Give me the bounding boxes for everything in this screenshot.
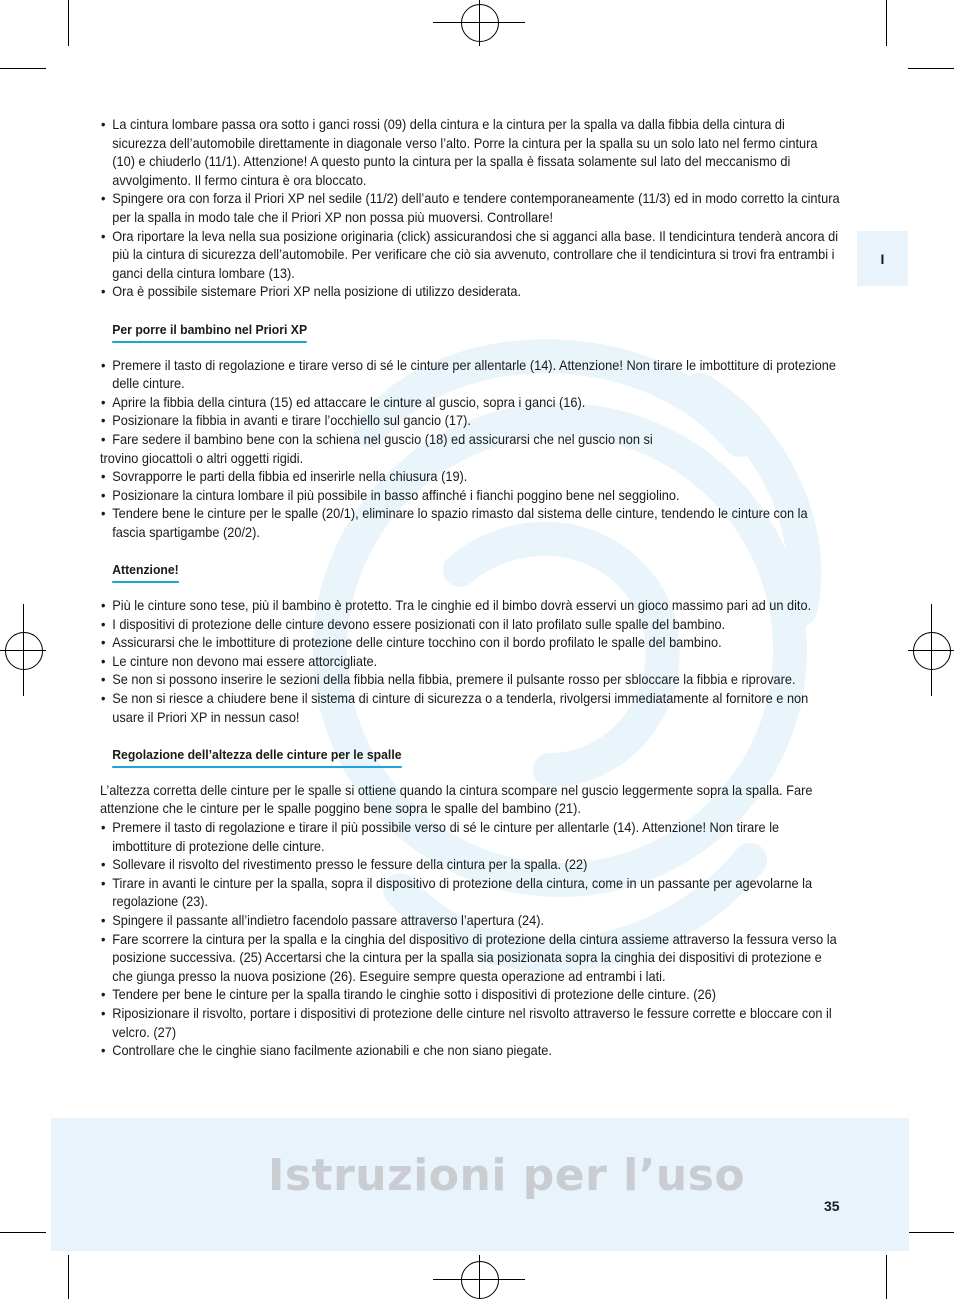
crop-mark	[0, 1232, 46, 1233]
list-item: • Ora riportare la leva nella sua posizione originaria (click) assicurandosi che si agganci alla base. Il tendicintura tenderà ancora di più la cintura di sicurezza dell’automobile. Per verificare che ciò sia avvenuto, controllare che il tendicintura si trovi fra entrambi i ganci della cintura lombare (13).	[100, 228, 842, 284]
crop-mark	[68, 1255, 69, 1299]
crop-mark	[886, 1255, 887, 1299]
list-item: • I dispositivi di protezione delle cinture devono essere posizionati con il lato profilato sulle spalle del bambino.	[100, 616, 842, 635]
list-item: • Se non si riesce a chiudere bene il sistema di cinture di sicurezza o a tenderla, rivolgersi immediatamente al fornitore e non usare il Priori XP in nessun caso!	[100, 690, 842, 727]
placing-child-list	[100, 357, 842, 543]
crop-mark	[0, 68, 46, 69]
list-item: • Fare sedere il bambino bene con la schiena nel guscio (18) ed assicurarsi che nel guscio non si	[100, 431, 842, 450]
section-heading-shoulder-height: Regolazione dell’altezza delle cinture per le spalle	[112, 746, 401, 768]
list-item-continuation: trovino giocattoli o altri oggetti rigidi.	[100, 450, 304, 466]
language-tab	[857, 231, 908, 286]
list-item: • Premere il tasto di regolazione e tirare verso di sé le cinture per allentarle (14). Attenzione! Non tirare le imbottiture di protezione delle cinture.	[100, 357, 842, 394]
shoulder-height-intro: L’altezza corretta delle cinture per le spalle si ottiene quando la cintura scompare nel guscio leggermente sopra la spalla. Fare attenzione che le cinture per le spalle poggino bene sopra le spalle del bambino (21).	[100, 782, 813, 817]
section-heading-placing-child: Per porre il bambino nel Priori XP	[112, 321, 307, 343]
list-item: • Posizionare la fibbia in avanti e tirare l’occhiello sul gancio (17).	[100, 412, 842, 431]
list-item: • Spingere il passante all’indietro facendolo passare attraverso l’apertura (24).	[100, 912, 842, 931]
list-item: • Tirare in avanti le cinture per la spalla, sopra il dispositivo di protezione della cintura, come in un passante per agevolarne la regolazione (23).	[100, 875, 842, 912]
intro-list	[100, 116, 842, 302]
crop-mark	[908, 68, 954, 69]
section-heading-attention: Attenzione!	[112, 561, 179, 583]
instructions-body	[100, 116, 842, 1061]
page-number: 35	[824, 1198, 840, 1214]
list-item: • Sollevare il risvolto del rivestimento presso le fessure della cintura per la spalla. (22)	[100, 856, 842, 875]
list-item: • Le cinture non devono mai essere attorcigliate.	[100, 653, 842, 672]
list-item: • Fare scorrere la cintura per la spalla e la cinghia del dispositivo di protezione della cintura assieme attraverso la fessura verso la posizione successiva. (25) Accertarsi che la cintura per la spalla sia posizionata sopra la cinghia dei dispositivi di protezione e che giunga presso la nuova posizione (26). Eseguire sempre questa operazione ad entrambi i lati.	[100, 931, 842, 987]
language-tab-label: I	[880, 250, 885, 267]
list-item: • Se non si possono inserire le sezioni della fibbia nella fibbia, premere il pulsante rosso per sbloccare la fibbia e riprovare.	[100, 671, 842, 690]
crop-mark	[908, 1232, 954, 1233]
crop-mark	[68, 0, 69, 46]
attention-list	[100, 597, 842, 727]
list-item: • Posizionare la cintura lombare il più possibile in basso affinché i fianchi poggino bene nel seggiolino.	[100, 487, 842, 506]
list-item: • Sovrapporre le parti della fibbia ed inserirle nella chiusura (19).	[100, 468, 842, 487]
list-item: • Controllare che le cinghie siano facilmente azionabili e che non siano piegate.	[100, 1042, 842, 1061]
list-item: • Più le cinture sono tese, più il bambino è protetto. Tra le cinghie ed il bimbo dovrà esservi un gioco massimo pari ad un dito.	[100, 597, 842, 616]
crop-mark	[886, 0, 887, 46]
list-item: • Premere il tasto di regolazione e tirare il più possibile verso di sé le cinture per allentarle (14). Attenzione! Non tirare le imbottiture di protezione delle cinture.	[100, 819, 842, 856]
list-item: • Aprire la fibbia della cintura (15) ed attaccare le cinture al guscio, sopra i ganci (16).	[100, 394, 842, 413]
list-item: • Riposizionare il risvolto, portare i dispositivi di protezione delle cinture nel risvolto attraverso le fessure corrette e bloccare con il velcro. (27)	[100, 1005, 842, 1042]
list-item: • Spingere ora con forza il Priori XP nel sedile (11/2) dell’auto e tendere contemporaneamente (11/3) ed in modo corretto la cintura per la spalla in modo tale che il Priori XP non possa più muoversi. Controllare!	[100, 190, 842, 227]
list-item: • Tendere bene le cinture per le spalle (20/1), eliminare lo spazio rimasto dal sistema delle cinture, tendendo le cinture con la fascia spartigambe (20/2).	[100, 505, 842, 542]
footer-title: Istruzioni per l’uso	[268, 1150, 746, 1201]
list-item: • Ora è possibile sistemare Priori XP nella posizione di utilizzo desiderata.	[100, 283, 842, 302]
list-item: • Assicurarsi che le imbottiture di protezione delle cinture tocchino con il bordo profilato le spalle del bambino.	[100, 634, 842, 653]
shoulder-height-list	[100, 819, 842, 1061]
list-item: • Tendere per bene le cinture per la spalla tirando le cinghie sotto i dispositivi di protezione delle cinture. (26)	[100, 986, 842, 1005]
list-item: • La cintura lombare passa ora sotto i ganci rossi (09) della cintura e la cintura per la spalla va dalla fibbia della cintura di sicurezza dell’automobile direttamente in diagonale verso l’alto. Porre la cintura per la spalla su un solo lato nel fermo cintura (10) e chiuderlo (11/1). Attenzione! A questo punto la cintura per la spalla è fissata solamente sul lato del meccanismo di avvolgimento. Il fermo cintura è ora bloccato.	[100, 116, 842, 190]
